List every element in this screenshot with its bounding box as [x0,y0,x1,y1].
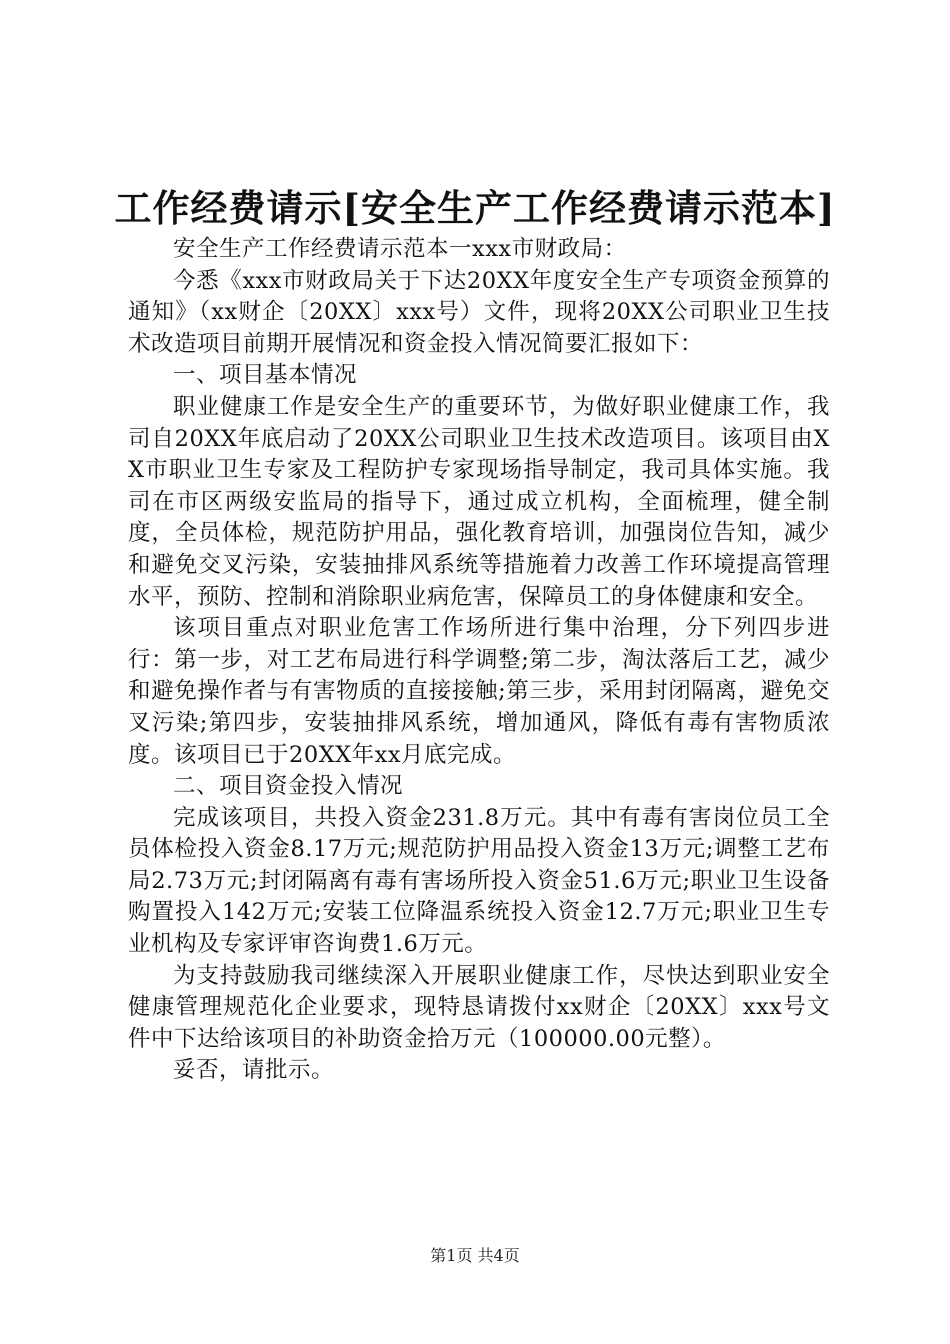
section-heading-2: 二、项目资金投入情况 [173,773,404,800]
paragraph-closing: 妥否，请批示。 [173,1057,335,1084]
paragraph-project-overview: 职业健康工作是安全生产的重要环节，为做好职业健康工作，我司自20XX年底启动了20XX公司职业卫生技术改造项目。该项目由XX市职业卫生专家及工程防护专家现场指导制定，我司具体实施。我司在市区两级安监局的指导下，通过成立机构，全面梳理，健全制度，全员体检，规范防护用品，强化教育培训，加强岗位告知，减少和避免交叉污染，安装抽排风系统等措施着力改善工作环境提高管理水平，预防、控制和消除职业病危害，保障员工的身体健康和安全。 [128,393,830,610]
paragraph-salutation: 安全生产工作经费请示范本一xxx市财政局： [173,236,627,262]
page-footer: 第1页 共4页 [430,1246,520,1265]
paragraph-funding: 完成该项目，共投入资金231.8万元。其中有毒有害岗位员工全员体检投入资金8.17万元;规范防护用品投入资金13万元;调整工艺布局2.73万元;封闭隔离有毒有害场所投入资金51.6万元;职业卫生设备购置投入142万元;安装工位降温系统投入资金12.7万元;职业卫生专业机构及专家评审咨询费1.6万元。 [128,804,830,958]
document-title: 工作经费请示[安全生产工作经费请示范本] [114,186,836,230]
paragraph-project-steps: 该项目重点对职业危害工作场所进行集中治理，分下列四步进行：第一步，对工艺布局进行科学调整;第二步，淘汰落后工艺，减少和避免操作者与有害物质的直接接触;第三步，采用封闭隔离，避免交叉污染;第四步，安装抽排风系统，增加通风，降低有毒有害物质浓度。该项目已于20XX年xx月底完成。 [128,615,830,768]
paragraph-request: 为支持鼓励我司继续深入开展职业健康工作，尽快达到职业安全健康管理规范化企业要求，现特恳请拨付xx财企〔20XX〕xxx号文件中下达给该项目的补助资金拾万元（100000.00元整）。 [128,962,830,1052]
document-body [128,234,830,1087]
paragraph-intro: 今悉《xxx市财政局关于下达20XX年度安全生产专项资金预算的通知》（xx财企〔20XX〕xxx号）文件，现将20XX公司职业卫生技术改造项目前期开展情况和资金投入情况简要汇报如下： [128,267,830,357]
section-heading-1: 一、项目基本情况 [173,362,358,389]
